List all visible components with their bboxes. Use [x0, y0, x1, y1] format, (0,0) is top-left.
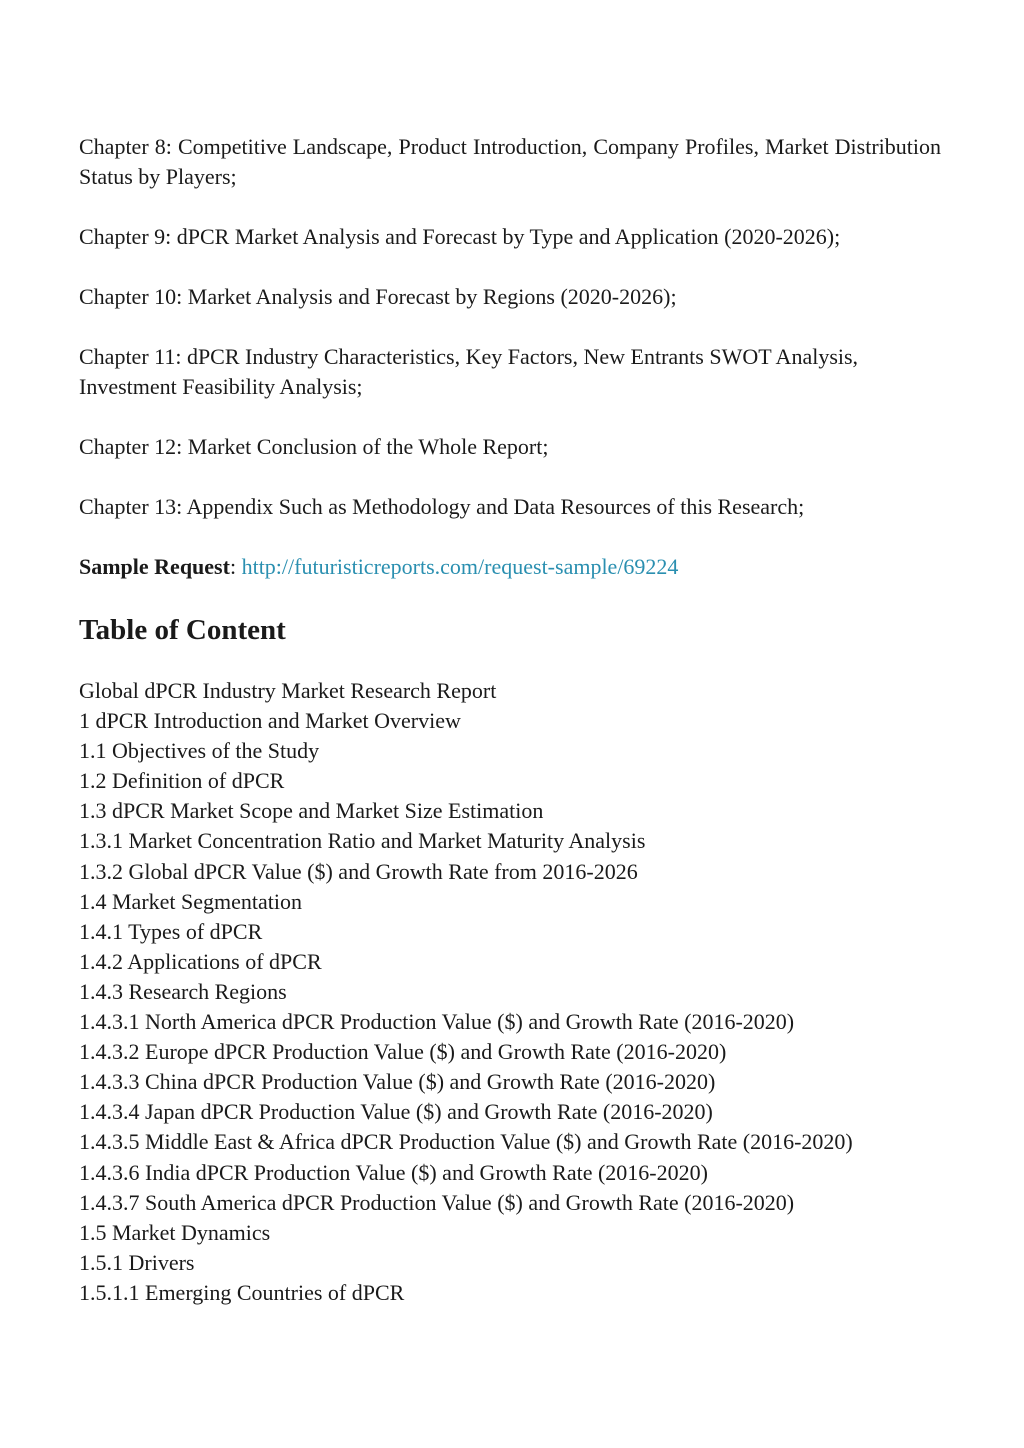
toc-item: 1.4.3.3 China dPCR Production Value ($) and Growth Rate (2016-2020) — [79, 1069, 716, 1095]
toc-item: 1.4.3.5 Middle East & Africa dPCR Production Value ($) and Growth Rate (2016-2020) — [79, 1129, 853, 1155]
chapter-12-paragraph: Chapter 12: Market Conclusion of the Whole Report; — [79, 434, 549, 459]
sample-request-line — [79, 552, 941, 582]
toc-item: 1.3.1 Market Concentration Ratio and Market Maturity Analysis — [79, 828, 646, 854]
toc-heading: Table of Content — [79, 614, 286, 646]
document-page — [79, 132, 941, 1308]
toc-list — [79, 676, 941, 1308]
toc-item: 1.4.3.7 South America dPCR Production Value ($) and Growth Rate (2016-2020) — [79, 1189, 795, 1215]
chapter-10-paragraph: Chapter 10: Market Analysis and Forecast by Regions (2020-2026); — [79, 284, 677, 309]
toc-item: 1.4.2 Applications of dPCR — [79, 948, 322, 974]
sample-request-label: Sample Request — [79, 554, 230, 579]
toc-item: 1.3.2 Global dPCR Value ($) and Growth Rate from 2016-2026 — [79, 858, 638, 884]
chapter-13-paragraph: Chapter 13: Appendix Such as Methodology and Data Resources of this Research; — [79, 494, 805, 519]
chapter-11-paragraph: Chapter 11: dPCR Industry Characteristics, Key Factors, New Entrants SWOT Analysis, Investment Feasibility Analysis; — [79, 344, 859, 399]
toc-item: 1.1 Objectives of the Study — [79, 738, 320, 764]
sample-request-separator: : — [229, 554, 242, 579]
toc-item: 1.4.3.1 North America dPCR Production Value ($) and Growth Rate (2016-2020) — [79, 1009, 795, 1035]
toc-item: 1.2 Definition of dPCR — [79, 768, 285, 794]
toc-item: 1.5 Market Dynamics — [79, 1219, 271, 1245]
chapter-8-paragraph: Chapter 8: Competitive Landscape, Product Introduction, Company Profiles, Market Distribution Status by Players; — [79, 134, 941, 189]
toc-item: 1.4.3.4 Japan dPCR Production Value ($) and Growth Rate (2016-2020) — [79, 1099, 713, 1125]
toc-item: 1.5.1.1 Emerging Countries of dPCR — [79, 1279, 405, 1305]
sample-request-link[interactable]: http://futuristicreports.com/request-sample/69224 — [241, 554, 679, 579]
toc-item: Global dPCR Industry Market Research Report — [79, 678, 497, 703]
toc-item: 1.3 dPCR Market Scope and Market Size Estimation — [79, 798, 544, 824]
toc-item: 1.4.3.6 India dPCR Production Value ($) and Growth Rate (2016-2020) — [79, 1159, 708, 1185]
toc-item: 1 dPCR Introduction and Market Overview — [79, 708, 461, 734]
toc-item: 1.5.1 Drivers — [79, 1249, 195, 1275]
toc-item: 1.4.3 Research Regions — [79, 978, 287, 1004]
chapter-9-paragraph: Chapter 9: dPCR Market Analysis and Forecast by Type and Application (2020-2026); — [79, 224, 841, 249]
toc-item: 1.4.3.2 Europe dPCR Production Value ($) and Growth Rate (2016-2020) — [79, 1039, 727, 1065]
toc-item: 1.4 Market Segmentation — [79, 888, 303, 914]
toc-item: 1.4.1 Types of dPCR — [79, 918, 263, 944]
